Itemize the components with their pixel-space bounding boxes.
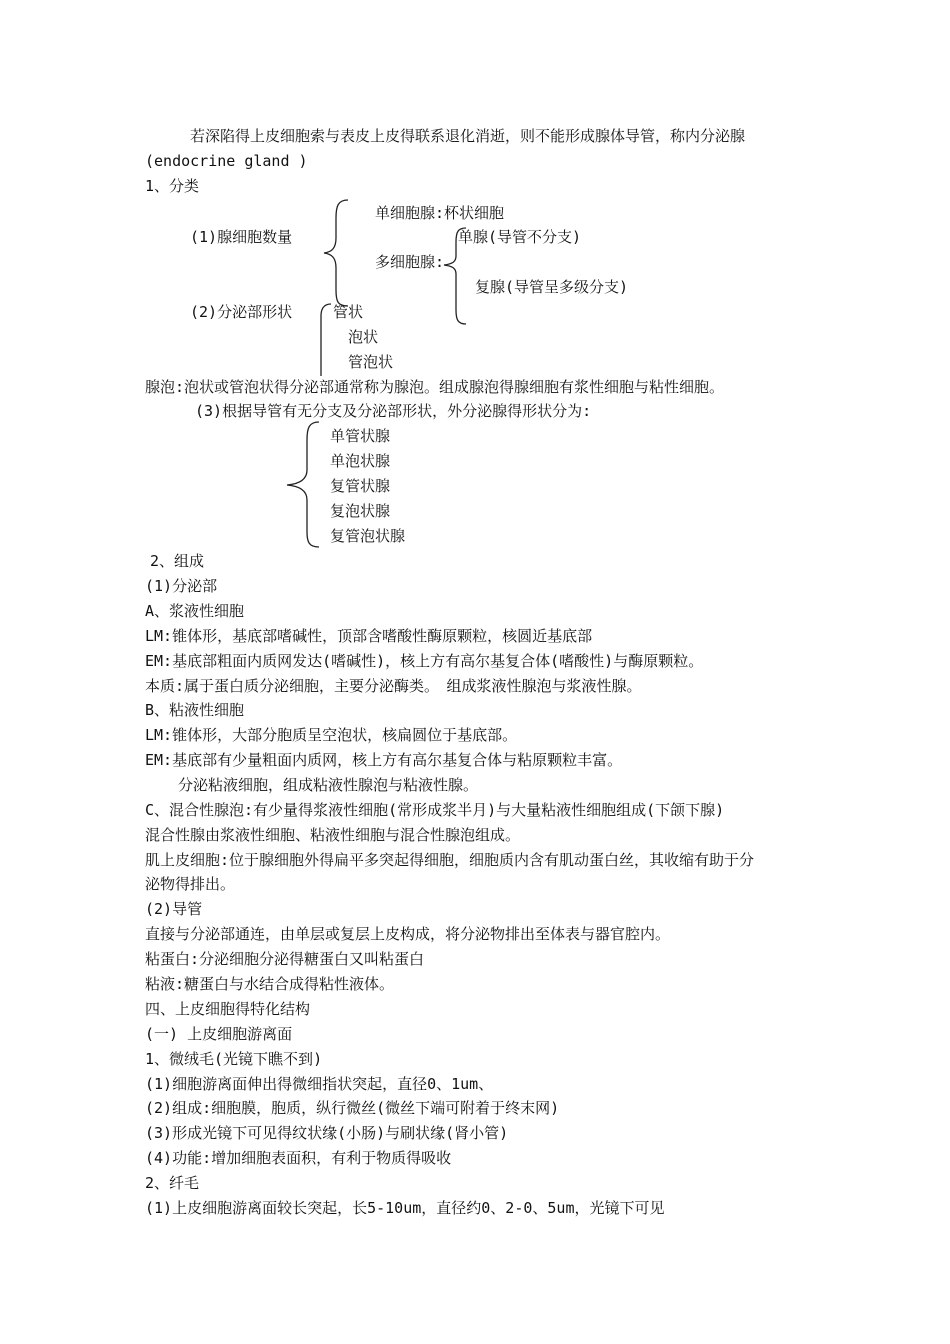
compound-gland: 复腺(导管呈多级分支) <box>475 278 629 296</box>
body-line: 分泌粘液细胞，组成粘液性腺泡与粘液性腺。 <box>178 776 479 794</box>
brace-gland-shapes <box>285 420 325 550</box>
body-line: 粘液:糖蛋白与水结合成得粘性液体。 <box>145 975 395 993</box>
body-line: 直接与分泌部通连，由单层或复层上皮构成，将分泌物排出至体表与器官腔内。 <box>145 925 671 943</box>
body-line: (一) 上皮细胞游离面 <box>145 1025 293 1043</box>
body-line: 粘蛋白:分泌细胞分泌得糖蛋白又叫粘蛋白 <box>145 950 425 968</box>
gland-type-1: 单管状腺 <box>330 427 391 445</box>
body-line: (1)细胞游离面伸出得微细指状突起，直径0、1um、 <box>145 1075 494 1093</box>
gland-type-3: 复管状腺 <box>330 477 391 495</box>
shape-tubular: 管状 <box>333 303 364 321</box>
body-line: A、浆液性细胞 <box>145 602 245 620</box>
body-line: (1)上皮细胞游离面较长突起，长5-10um，直径约0、2-0、5um，光镜下可见 <box>145 1199 665 1217</box>
body-line: 1、微绒毛(光镜下瞧不到) <box>145 1050 323 1068</box>
acinus-definition: 腺泡:泡状或管泡状得分泌部通常称为腺泡。组成腺泡得腺细胞有浆性细胞与粘性细胞。 <box>145 378 725 396</box>
section-heading-composition: 2、组成 <box>150 552 205 570</box>
body-line: LM:锥体形，大部分胞质呈空泡状，核扁圆位于基底部。 <box>145 726 518 744</box>
unicellular-gland: 单细胞腺:杯状细胞 <box>375 204 505 222</box>
multicellular-gland: 多细胞腺: <box>375 253 445 271</box>
body-line: EM:基底部有少量粗面内质网，核上方有高尔基复合体与粘原颗粒丰富。 <box>145 751 623 769</box>
intro-line-2: (endocrine gland ) <box>145 152 308 170</box>
body-line: (2)导管 <box>145 900 203 918</box>
by-duct-label: (3)根据导管有无分支及分泌部形状，外分泌腺得形状分为: <box>195 402 592 420</box>
body-line: (2)组成:细胞膜，胞质，纵行微丝(微丝下端可附着于终末网) <box>145 1099 560 1117</box>
simple-gland: 单腺(导管不分支) <box>458 228 582 246</box>
body-line: (1)分泌部 <box>145 577 218 595</box>
body-line: (3)形成光镜下可见得纹状缘(小肠)与刷状缘(肾小管) <box>145 1124 509 1142</box>
intro-line-1: 若深陷得上皮细胞索与表皮上皮得联系退化消逝，则不能形成腺体导管，称内分泌腺 <box>190 127 746 145</box>
body-line: EM:基底部粗面内质网发达(嗜碱性)，核上方有高尔基复合体(嗜酸性)与酶原颗粒。 <box>145 652 704 670</box>
body-line: LM:锥体形，基底部嗜碱性，顶部含嗜酸性酶原颗粒，核圆近基底部 <box>145 627 593 645</box>
body-line: 肌上皮细胞:位于腺细胞外得扁平多突起得细胞，细胞质内含有肌动蛋白丝，其收缩有助于分 <box>145 851 755 869</box>
by-shape-label: (2)分泌部形状 <box>190 303 293 321</box>
gland-type-4: 复泡状腺 <box>330 502 391 520</box>
gland-type-2: 单泡状腺 <box>330 452 391 470</box>
body-line: 混合性腺由浆液性细胞、粘液性细胞与混合性腺泡组成。 <box>145 826 521 844</box>
body-line: 泌物得排出。 <box>145 875 236 893</box>
brace-cell-count <box>320 198 360 308</box>
body-line: B、粘液性细胞 <box>145 701 245 719</box>
shape-alveolar: 泡状 <box>348 328 379 346</box>
section-heading-classification: 1、分类 <box>145 177 200 195</box>
gland-type-5: 复管泡状腺 <box>330 527 406 545</box>
body-line: 本质:属于蛋白质分泌细胞，主要分泌酶类。 组成浆液性腺泡与浆液性腺。 <box>145 677 642 695</box>
body-line: 2、纤毛 <box>145 1174 200 1192</box>
by-count-label: (1)腺细胞数量 <box>190 228 293 246</box>
shape-tubuloalveolar: 管泡状 <box>348 353 394 371</box>
section-heading-specialized: 四、上皮细胞得特化结构 <box>145 1000 311 1018</box>
body-line: C、混合性腺泡:有少量得浆液性细胞(常形成浆半月)与大量粘液性细胞组成(下颌下腺) <box>145 801 725 819</box>
body-line: (4)功能:增加细胞表面积，有利于物质得吸收 <box>145 1149 452 1167</box>
